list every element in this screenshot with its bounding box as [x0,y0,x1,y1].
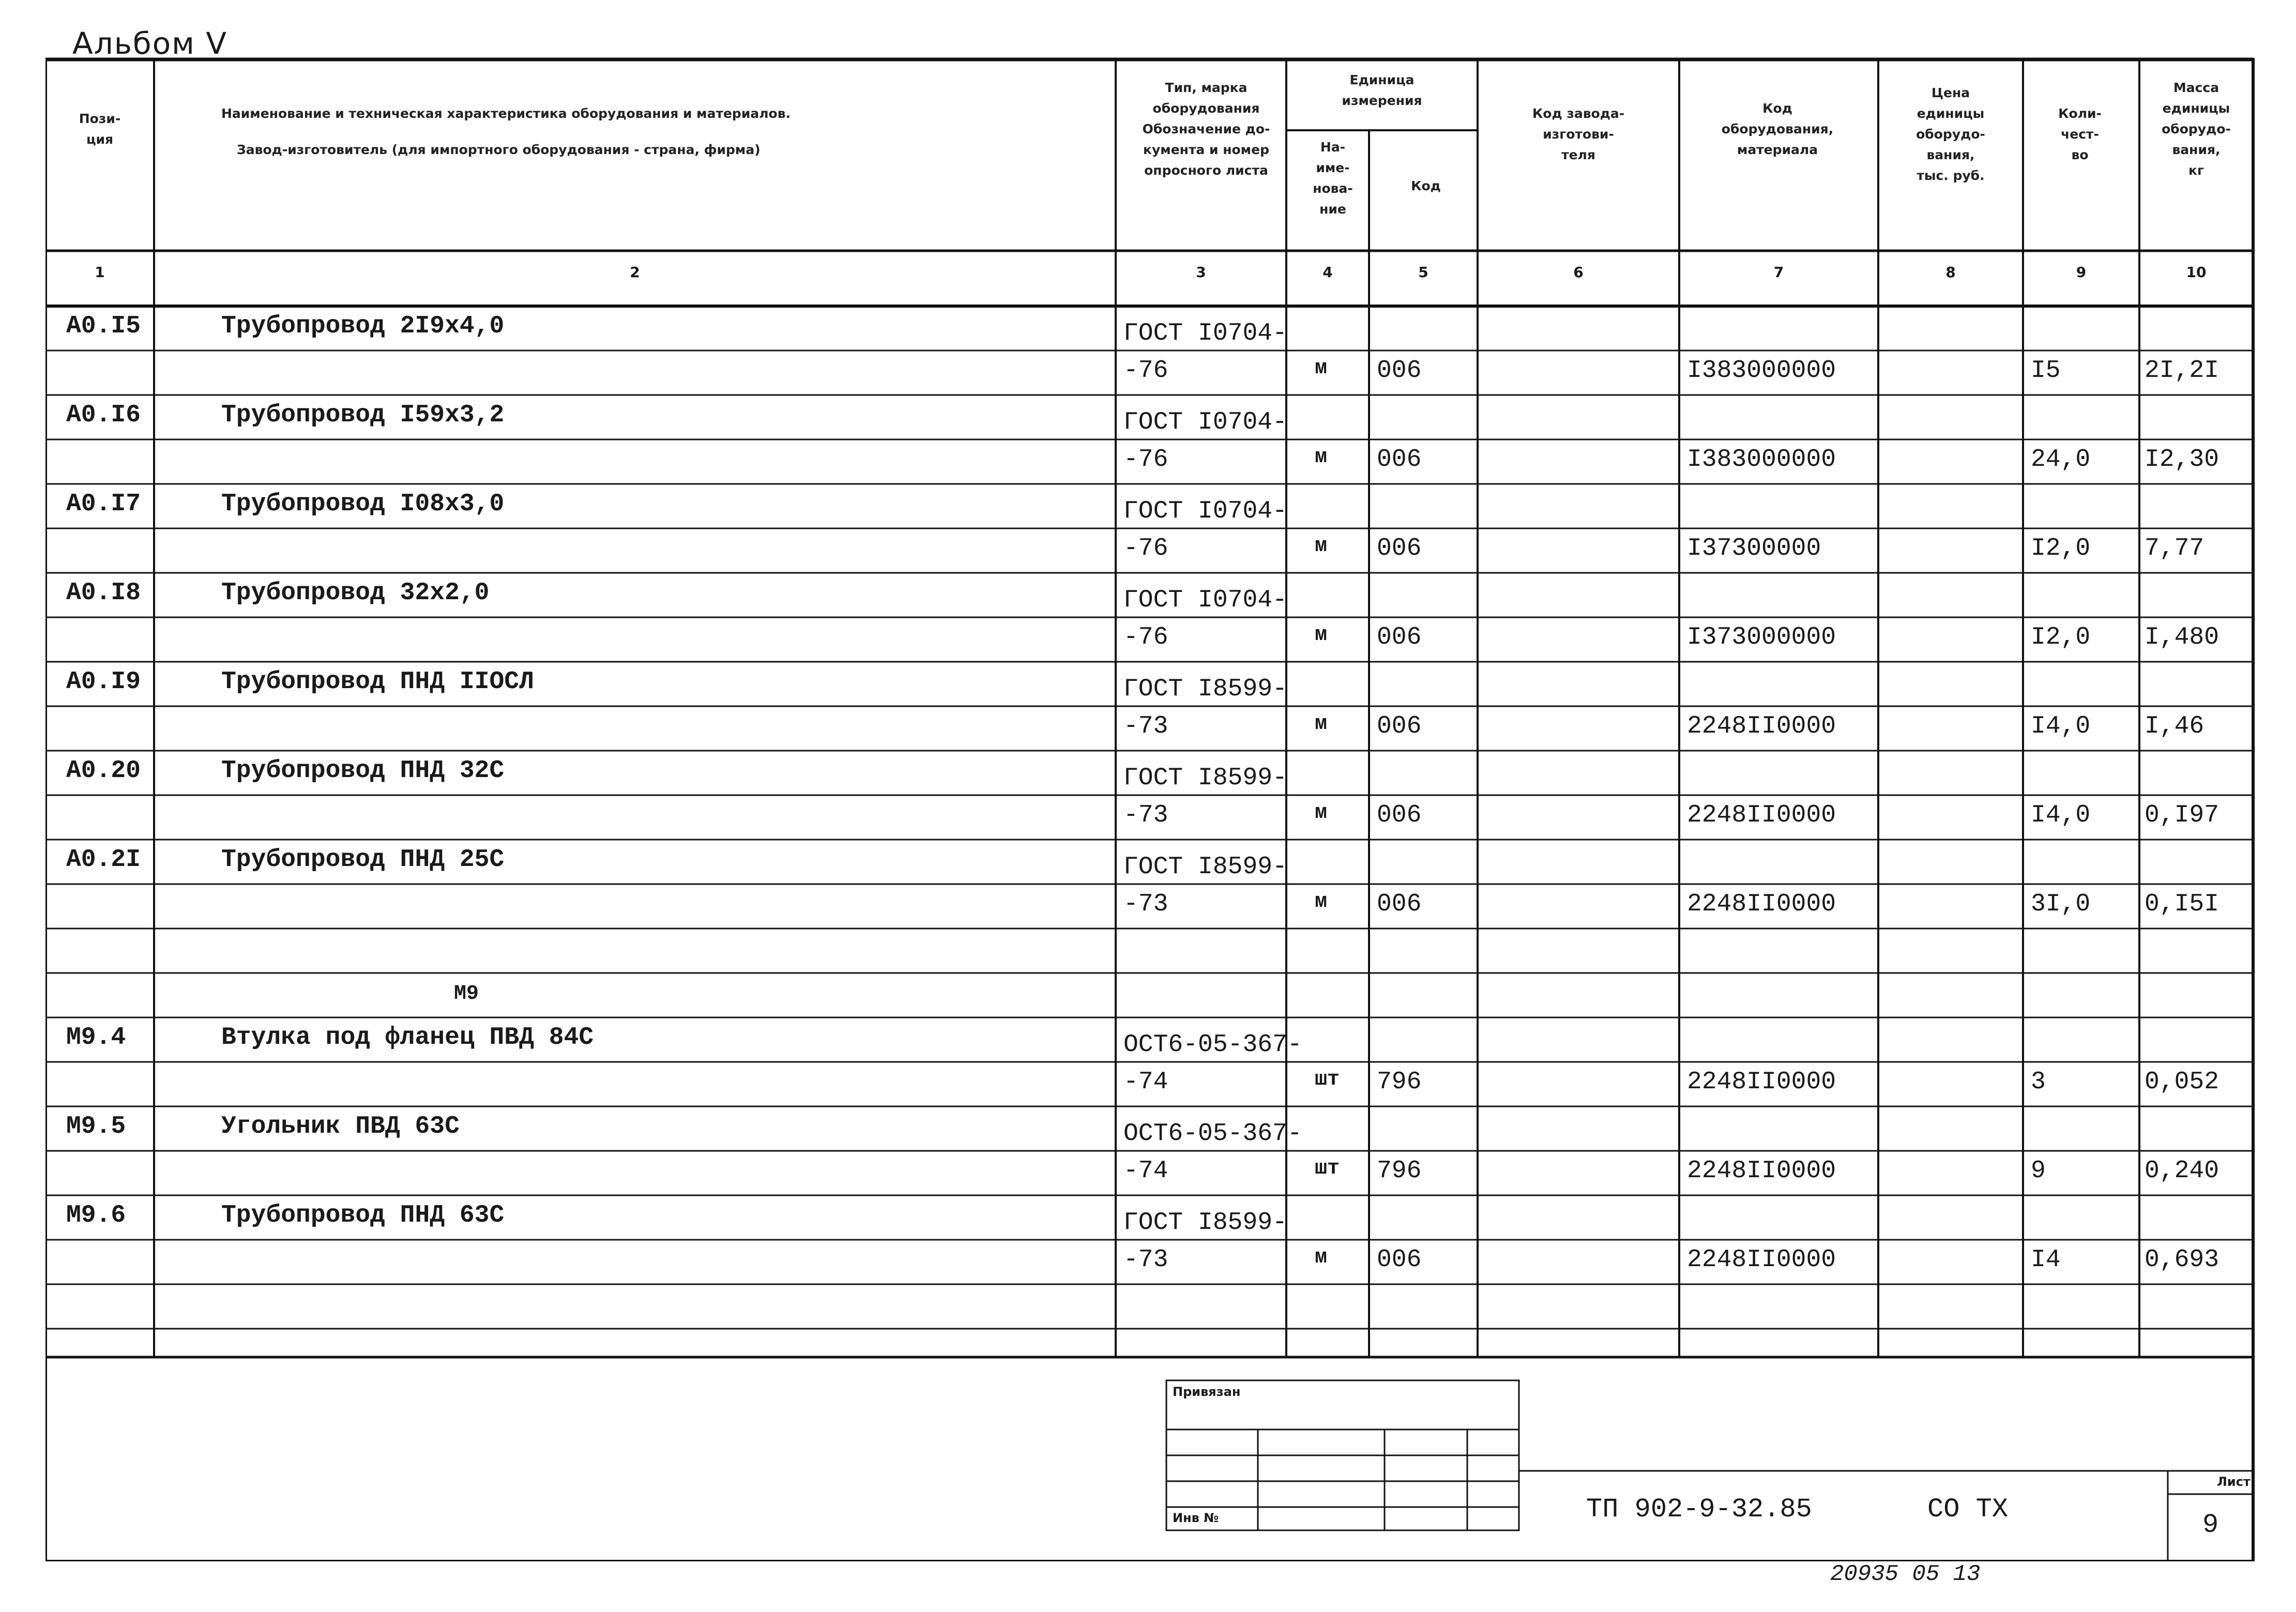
row-type-line2: -73 [1123,890,1168,918]
row-name: Трубопровод ПНД 25С [221,846,505,874]
column-number: 10 [2186,264,2207,281]
row-equipment-code: I383000000 [1687,357,1836,385]
row-mass: I,480 [2145,623,2219,651]
row-position: А0.20 [66,757,141,785]
row-unit-code: 006 [1377,801,1422,829]
row-quantity: I4 [2031,1246,2061,1274]
row-equipment-code: I383000000 [1687,446,1836,474]
header-equipment-code: Код оборудования, материала [1721,101,1834,157]
row-type-line2: -74 [1123,1157,1168,1185]
row-equipment-code: I373000000 [1687,623,1836,651]
row-quantity: I4,0 [2031,801,2091,829]
row-quantity: I4,0 [2031,712,2091,740]
column-number: 1 [95,264,105,281]
row-quantity: I2,0 [2031,623,2091,651]
row-mass: I,46 [2145,712,2204,740]
row-unit: м [1315,357,1328,380]
column-number: 8 [1945,264,1956,281]
row-name: Втулка под фланец ПВД 84С [221,1024,594,1052]
row-quantity: 9 [2031,1157,2046,1185]
sheet-number: 9 [2202,1510,2219,1540]
row-type-line2: -76 [1123,446,1168,474]
row-name: Трубопровод I59x3,2 [221,401,505,429]
row-mass: 0,693 [2145,1246,2219,1274]
row-mass: 2I,2I [2145,357,2219,385]
row-type-line2: -76 [1123,623,1168,651]
row-quantity: 3 [2031,1068,2046,1096]
row-type-line1: ГОСТ I8599- [1123,764,1287,792]
row-position: А0.I9 [66,668,141,696]
document-mark: СО ТХ [1927,1494,2009,1525]
row-type-line1: ГОСТ I8599- [1123,853,1287,881]
column-number: 6 [1573,264,1584,281]
row-position: А0.I8 [66,579,141,607]
row-position: М9.4 [66,1024,126,1052]
row-position: М9.6 [66,1202,126,1229]
column-number: 3 [1196,264,1206,281]
row-unit: м [1315,446,1328,469]
row-unit: шт [1315,1068,1340,1091]
column-number: 7 [1773,264,1784,281]
row-type-line2: -76 [1123,535,1168,562]
row-equipment-code: 2248II0000 [1687,1157,1836,1185]
row-equipment-code: 2248II0000 [1687,890,1836,918]
row-type-line2: -73 [1123,801,1168,829]
header-factory-code: Код завода- изготови- теля [1532,106,1625,162]
row-type-line1: ГОСТ I8599- [1123,1209,1287,1237]
sheet-label: Лист [2217,1474,2251,1489]
row-type-line1: ГОСТ I0704- [1123,320,1287,347]
row-unit: шт [1315,1157,1340,1180]
header-mass: Масса единицы оборудо- вания, кг [2162,80,2231,178]
document-code: ТП 902-9-32.85 [1586,1494,1812,1525]
column-number: 9 [2076,264,2087,281]
row-position: А0.I7 [66,490,141,518]
row-position: А0.I5 [66,312,141,340]
row-name: Трубопровод I08x3,0 [221,490,505,518]
row-quantity: 3I,0 [2031,890,2091,918]
row-mass: 0,052 [2145,1068,2219,1096]
row-name: Трубопровод 2I9x4,0 [221,312,505,340]
row-unit-code: 006 [1377,623,1422,651]
row-quantity: 24,0 [2031,446,2091,474]
row-type-line1: ГОСТ I8599- [1123,675,1287,703]
row-unit-code: 006 [1377,890,1422,918]
header-price: Цена единицы оборудо- вания, тыс. руб. [1916,85,1985,183]
row-unit-code: 006 [1377,1246,1422,1274]
row-name: Трубопровод ПНД IIОСЛ [221,668,534,696]
row-type-line1: ГОСТ I0704- [1123,497,1287,525]
row-position: А0.2I [66,846,141,874]
row-type-line1: ГОСТ I0704- [1123,408,1287,436]
row-mass: I2,30 [2145,446,2219,474]
row-name: Трубопровод 32x2,0 [221,579,490,607]
row-unit: м [1315,1246,1328,1269]
footer-number: 20935 05 13 [1830,1561,1981,1587]
row-type-line1: ОСТ6-05-367- [1123,1031,1302,1059]
header-quantity: Коли- чест- во [2058,106,2102,162]
row-type-line2: -74 [1123,1068,1168,1096]
section-heading: М9 [454,982,479,1006]
album-label: Альбом V [72,26,228,61]
row-quantity: I5 [2031,357,2061,385]
row-equipment-code: 2248II0000 [1687,1068,1836,1096]
row-quantity: I2,0 [2031,535,2091,562]
row-name: Трубопровод ПНД 63С [221,1202,505,1229]
row-unit-code: 006 [1377,357,1422,385]
row-mass: 0,I97 [2145,801,2219,829]
row-position: А0.I6 [66,401,141,429]
row-equipment-code: 2248II0000 [1687,1246,1836,1274]
row-unit-code: 796 [1377,1068,1422,1096]
row-mass: 0,240 [2145,1157,2219,1185]
title-block-privyazan: Привязан [1173,1385,1241,1399]
row-unit-code: 006 [1377,446,1422,474]
column-number: 2 [630,264,640,281]
header-unit-group: Единица измерения [1342,72,1422,108]
row-type-line1: ОСТ6-05-367- [1123,1120,1302,1148]
row-name: Угольник ПВД 63С [221,1113,460,1140]
header-unit-name: На- име- нова- ние [1313,140,1353,217]
header-unit-code: Код [1411,178,1441,193]
row-unit: м [1315,712,1328,736]
column-number: 5 [1418,264,1428,281]
title-block-inv: Инв № [1173,1511,1219,1525]
row-equipment-code: 2248II0000 [1687,712,1836,740]
row-equipment-code: I37300000 [1687,535,1821,562]
row-unit-code: 796 [1377,1157,1422,1185]
specification-sheet [45,52,2258,1561]
row-unit-code: 006 [1377,535,1422,562]
row-type-line1: ГОСТ I0704- [1123,586,1287,614]
header-position: Пози- ция [79,111,121,147]
header-name-line1: Наименование и техническая характеристика оборудования и материалов. [221,106,791,121]
row-equipment-code: 2248II0000 [1687,801,1836,829]
row-unit: м [1315,890,1328,914]
row-type-line2: -73 [1123,712,1168,740]
row-mass: 0,I5I [2145,890,2219,918]
row-position: М9.5 [66,1113,126,1140]
row-unit: м [1315,623,1328,647]
header-name-line2: Завод-изготовитель (для импортного оборудования - страна, фирма) [237,142,761,157]
row-type-line2: -73 [1123,1246,1168,1274]
row-unit: м [1315,801,1328,825]
row-type-line2: -76 [1123,357,1168,385]
row-mass: 7,77 [2145,535,2204,562]
column-number: 4 [1322,264,1333,281]
header-type: Тип, марка оборудования Обозначение до- кумента и номер опросного листа [1142,80,1270,178]
row-unit: м [1315,535,1328,558]
row-unit-code: 006 [1377,712,1422,740]
row-name: Трубопровод ПНД 32С [221,757,505,785]
